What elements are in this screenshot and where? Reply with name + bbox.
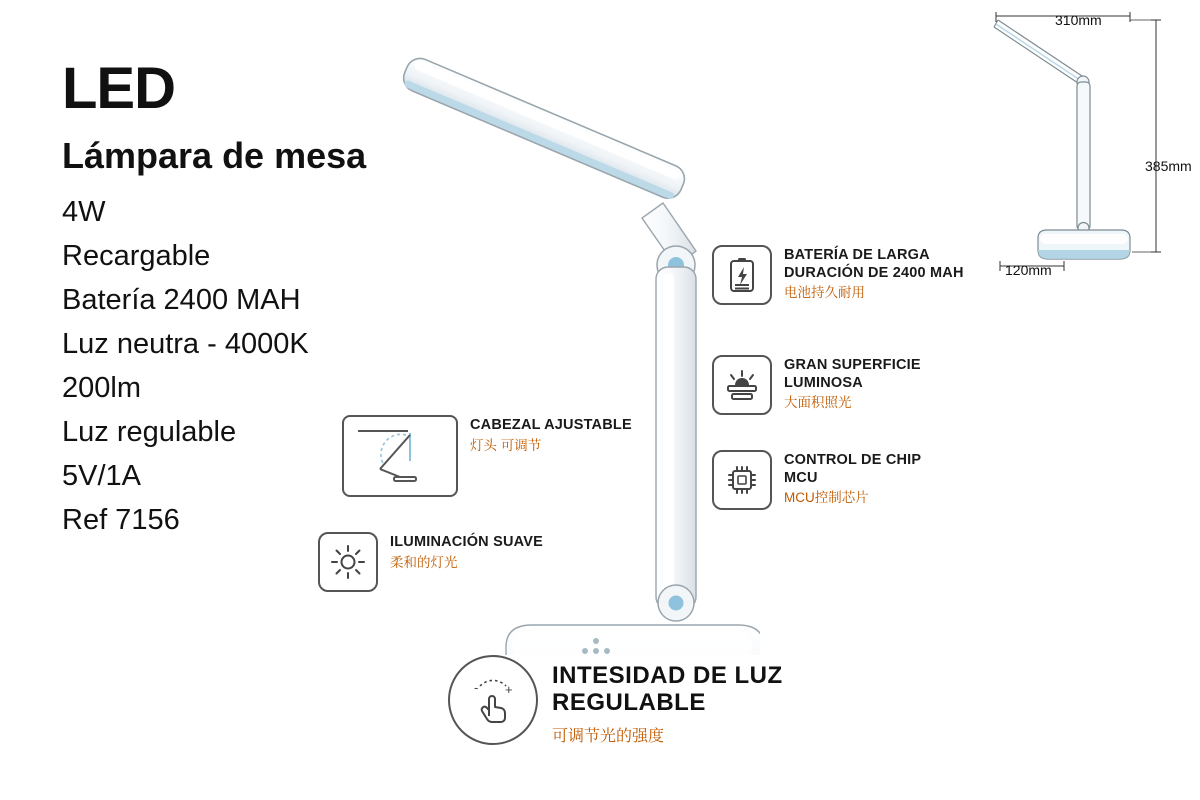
svg-text:-: - bbox=[474, 680, 479, 695]
dimmer-label-line2: REGULABLE bbox=[552, 688, 706, 716]
feature-luminous-surface bbox=[712, 355, 962, 415]
feature-label-cn: 柔和的灯光 bbox=[390, 554, 458, 570]
spec-line: Ref 7156 bbox=[62, 504, 180, 537]
spec-line: 5V/1A bbox=[62, 460, 141, 493]
feature-dimmer bbox=[448, 655, 783, 746]
feature-mcu-chip bbox=[712, 450, 942, 510]
spec-line: Luz regulable bbox=[62, 415, 237, 448]
chip-icon bbox=[712, 450, 772, 510]
feature-label-es: ILUMINACIÓN SUAVE bbox=[390, 534, 543, 550]
feature-mcu-text bbox=[784, 450, 942, 507]
sun-rays-icon bbox=[318, 532, 378, 592]
light-surface-icon bbox=[712, 355, 772, 415]
dimmer-label-line1: INTESIDAD DE LUZ bbox=[552, 662, 783, 689]
spec-line: 4W bbox=[62, 195, 106, 228]
feature-label-es: GRAN SUPERFICIE LUMINOSA bbox=[784, 357, 921, 391]
feature-label-cn: MCU控制芯片 bbox=[784, 490, 869, 506]
adjustable-head-icon bbox=[342, 415, 458, 497]
feature-label-cn: 电池持久耐用 bbox=[784, 285, 865, 301]
spec-line: Recargable bbox=[62, 239, 211, 272]
dimension-width-label: 310mm bbox=[1055, 12, 1102, 28]
spec-line: 200lm bbox=[62, 371, 141, 404]
feature-dimmer-text bbox=[552, 655, 783, 746]
feature-label-cn: 大面积照光 bbox=[784, 395, 852, 411]
battery-charging-icon bbox=[712, 245, 772, 305]
feature-label-cn: 灯头 可调节 bbox=[470, 437, 542, 453]
feature-label-es: CABEZAL AJUSTABLE bbox=[470, 417, 632, 433]
feature-soft-light bbox=[318, 532, 558, 592]
feature-battery bbox=[712, 245, 1002, 305]
feature-soft-text bbox=[390, 532, 543, 571]
dimmer-label-cn: 可调节光的强度 bbox=[552, 727, 665, 745]
feature-adjustable-head bbox=[342, 415, 642, 497]
feature-surface-text bbox=[784, 355, 962, 412]
dimension-depth-label: 120mm bbox=[1005, 262, 1052, 278]
feature-head-text bbox=[470, 415, 632, 454]
page-title: LED bbox=[62, 56, 175, 121]
spec-line: Batería 2400 MAH bbox=[62, 283, 301, 316]
hand-touch-dimmer-icon bbox=[448, 655, 538, 745]
feature-label-es: BATERÍA DE LARGA DURACIÓN DE 2400 MAH bbox=[784, 247, 964, 281]
spec-line: Luz neutra - 4000K bbox=[62, 327, 309, 360]
feature-label-es: CONTROL DE CHIP MCU bbox=[784, 452, 922, 486]
product-subtitle: Lámpara de mesa bbox=[62, 135, 367, 176]
dimension-height-label: 385mm bbox=[1145, 158, 1192, 174]
svg-text:+: + bbox=[505, 682, 513, 697]
